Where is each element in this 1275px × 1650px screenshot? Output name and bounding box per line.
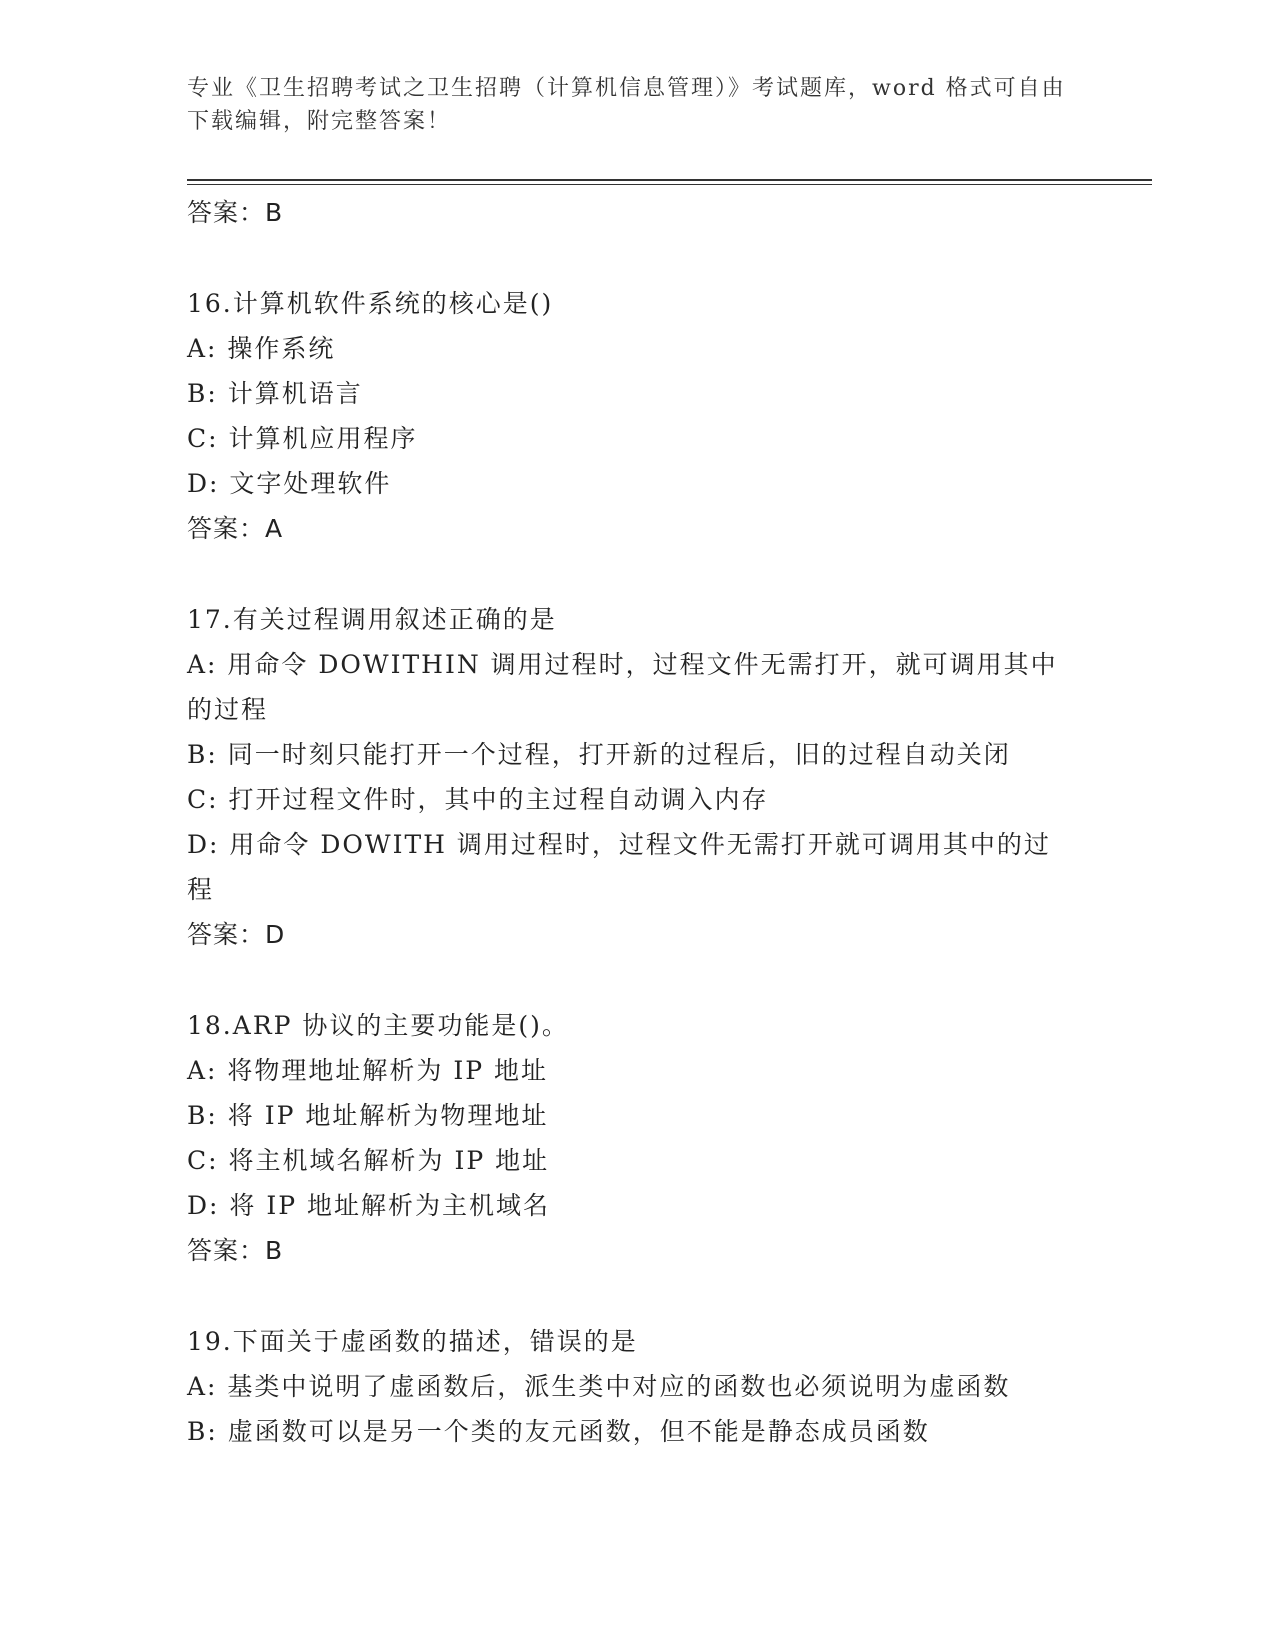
option-b: B: 将 IP 地址解析为物理地址: [187, 1101, 549, 1130]
option-b: B: 虚函数可以是另一个类的友元函数，但不能是静态成员函数: [187, 1417, 930, 1446]
option-a: A: 将物理地址解析为 IP 地址: [187, 1056, 549, 1085]
question-list: [187, 190, 1087, 1454]
question-stem: 16.计算机软件系统的核心是(): [187, 289, 554, 318]
option-a: A: 操作系统: [187, 334, 336, 363]
header-rule-thick: [187, 179, 1152, 181]
header-rule-thin: [187, 184, 1152, 185]
option-c: C: 打开过程文件时，其中的主过程自动调入内存: [187, 785, 769, 814]
question-16: [187, 281, 1087, 551]
answer: 答案：A: [187, 514, 284, 543]
option-b: B: 同一时刻只能打开一个过程，打开新的过程后，旧的过程自动关闭: [187, 740, 1011, 769]
question-17: [187, 597, 1087, 957]
option-d: D: 文字处理软件: [187, 469, 392, 498]
option-b: B: 计算机语言: [187, 379, 363, 408]
question-18: [187, 1003, 1087, 1273]
option-a: A: 用命令 DOWITHIN 调用过程时，过程文件无需打开，就可调用其中的过程: [187, 650, 1058, 724]
answer: 答案：D: [187, 920, 286, 949]
option-c: C: 将主机域名解析为 IP 地址: [187, 1146, 550, 1175]
option-a: A: 基类中说明了虚函数后，派生类中对应的函数也必须说明为虚函数: [187, 1372, 1011, 1401]
question-stem: 17.有关过程调用叙述正确的是: [187, 605, 557, 634]
option-d: D: 将 IP 地址解析为主机域名: [187, 1191, 551, 1220]
question-19: [187, 1319, 1087, 1454]
option-d: D: 用命令 DOWITH 调用过程时，过程文件无需打开就可调用其中的过程: [187, 830, 1051, 904]
question-stem: 18.ARP 协议的主要功能是()。: [187, 1011, 569, 1040]
answer: 答案：B: [187, 1236, 284, 1265]
document-header: 专业《卫生招聘考试之卫生招聘（计算机信息管理）》考试题库，word 格式可自由下载编辑，附完整答案！: [187, 76, 1066, 134]
question-stem: 19.下面关于虚函数的描述，错误的是: [187, 1327, 638, 1356]
option-c: C: 计算机应用程序: [187, 424, 418, 453]
previous-answer: 答案：B: [187, 198, 284, 227]
